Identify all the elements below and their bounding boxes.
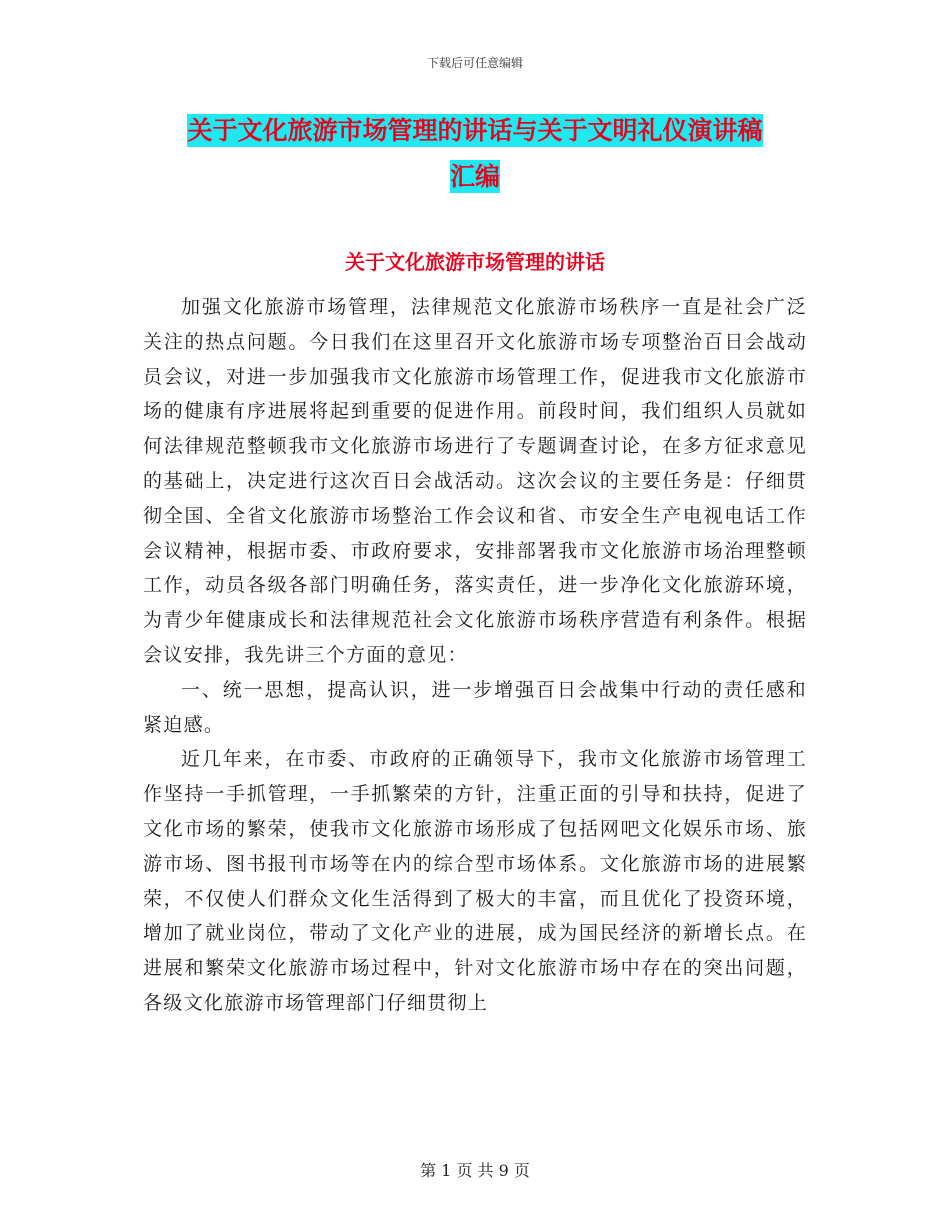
document-title-line-1: 关于文化旅游市场管理的讲话与关于文明礼仪演讲稿 [187, 116, 763, 145]
body-text [143, 290, 807, 1021]
document-title [140, 108, 810, 200]
page-number: 第 1 页 共 9 页 [420, 1161, 530, 1180]
header-note: 下载后可任意编辑 [426, 56, 523, 70]
paragraph: 近几年来，在市委、市政府的正确领导下，我市文化旅游市场管理工作坚持一手抓管理，一手抓繁荣的方针，注重正面的引导和扶持，促进了文化市场的繁荣，使我市文化旅游市场形成了包括网吧文化娱乐市场、旅游市场、图书报刊市场等在内的综合型市场体系。文化旅游市场的进展繁荣，不仅使人们群众文化生活得到了极大的丰富，而且优化了投资环境，增加了就业岗位，带动了文化产业的进展，成为国民经济的新增长点。在进展和繁荣文化旅游市场过程中，针对文化旅游市场中存在的突出问题，各级文化旅游市场管理部门仔细贯彻上 [143, 748, 807, 1014]
section-title: 关于文化旅游市场管理的讲话 [345, 250, 605, 274]
paragraph: 加强文化旅游市场管理，法律规范文化旅游市场秩序一直是社会广泛关注的热点问题。今日我们在这里召开文化旅游市场专项整治百日会战动员会议，对进一步加强我市文化旅游市场管理工作，促进我市文化旅游市场的健康有序进展将起到重要的促进作用。前段时间，我们组织人员就如何法律规范整顿我市文化旅游市场进行了专题调查讨论，在多方征求意见的基础上，决定进行这次百日会战活动。这次会议的主要任务是：仔细贯彻全国、全省文化旅游市场整治工作会议和省、市安全生产电视电话工作会议精神，根据市委、市政府要求，安排部署我市文化旅游市场治理整顿工作，动员各级各部门明确任务，落实责任，进一步净化文化旅游环境，为青少年健康成长和法律规范社会文化旅游市场秩序营造有利条件。根据会议安排，我先讲三个方面的意见： [143, 296, 807, 666]
paragraph: 一、统一思想，提高认识，进一步增强百日会战集中行动的责任感和紧迫感。 [143, 678, 807, 736]
document-title-line-2: 汇编 [449, 162, 500, 191]
